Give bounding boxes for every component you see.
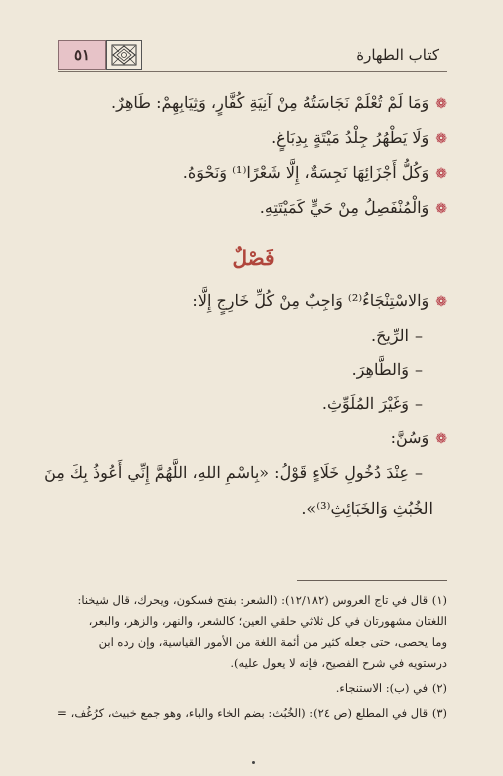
star-bullet-icon: ❁ [435, 166, 447, 182]
page-number: ٥١ [58, 40, 106, 70]
star-bullet-icon: ❁ [435, 131, 447, 147]
exception-item [60, 325, 447, 347]
ruling-text: وَمَا لَمْ تُعْلَمْ نَجَاسَتُهُ مِنْ آنِيَةِ كُفَّارٍ، وَثِيَابِهِمْ: طَاهِرٌ. [111, 93, 430, 112]
ruling-text: وَكُلُّ أَجْزَائِهَا نَجِسَةٌ، إِلَّا شَعْرًا⁽¹⁾ وَنَحْوَهُ. [182, 163, 430, 182]
ruling-text: وَلَا يَطْهُرُ جِلْدُ مَيْتَةٍ بِدِبَاغٍ. [271, 128, 430, 147]
star-bullet-icon: ❁ [435, 294, 447, 310]
star-bullet-icon: ❁ [435, 201, 447, 217]
section-title: فَصْلٌ [232, 246, 275, 270]
ruling-line [60, 197, 447, 220]
dash-marker: – [415, 326, 423, 345]
continuation-mark: = [56, 706, 67, 720]
ruling-line [60, 92, 447, 115]
exception-item [60, 393, 447, 415]
page-header [58, 40, 447, 70]
footnote-1-continued: اللغتان مشهورتان في كل ثلاثي حلقي العين؛ كالشعر، والنهر، والزهر، والبعر، [88, 614, 447, 628]
ornament-icon [106, 40, 142, 70]
sunna-label: وَسُنَّ: [390, 428, 430, 447]
dash-marker: – [415, 360, 423, 379]
footnote-1: (١) قال في تاج العروس (١٢/١٨٢): (الشعر: بفتح فسكون، ويحرك، قال شيخنا: [77, 593, 447, 607]
exception-item [60, 359, 447, 381]
sunna-item [44, 462, 447, 484]
running-title: كتاب الطهارة [356, 46, 439, 64]
star-bullet-icon: ❁ [435, 96, 447, 112]
page-number-box [58, 40, 142, 70]
header-rule [58, 71, 447, 72]
ruling-line [60, 162, 447, 185]
istinja-text: وَالاسْتِنْجَاءُ⁽²⁾ وَاجِبٌ مِنْ كُلِّ خَارِجٍ إِلَّا: [192, 291, 430, 310]
footnote-2: (٢) في (ب): الاستنجاء. [335, 681, 447, 695]
sunna-heading [60, 427, 447, 450]
bottom-dot [252, 761, 255, 764]
footnotes [50, 590, 447, 728]
dash-marker: – [415, 463, 423, 482]
exception-text: وَالطَّاهِرَ. [351, 360, 409, 379]
sunna-item-continued [60, 498, 447, 520]
sunna-text-line2: الخُبُثِ وَالخَبَائِثِ⁽³⁾». [301, 499, 433, 518]
ruling-text: وَالْمُنْفَصِلُ مِنْ حَيٍّ كَمَيْتَتِهِ. [259, 198, 430, 217]
ruling-line [60, 127, 447, 150]
sunna-text-line1: عِنْدَ دُخُولِ خَلَاءٍ قَوْلُ: «بِاسْمِ اللهِ، اللَّهُمَّ إِنِّي أَعُوذُ بِكَ مِنَ [44, 463, 409, 482]
footnote-1-continued: وما يحصى، حتى جعله كثير من أئمة اللغة من الأمور القياسية، وإن رده ابن [98, 635, 447, 649]
dash-marker: – [415, 394, 423, 413]
istinja-intro [60, 290, 447, 313]
exception-text: الرِّيحَ. [370, 326, 409, 345]
footnote-1-continued: درستويه في شرح الفصيح، فإنه لا يعول عليه). [230, 656, 447, 670]
exception-text: وَغَيْرَ المُلَوِّثِ. [321, 394, 409, 413]
star-bullet-icon: ❁ [435, 431, 447, 447]
main-text [44, 92, 447, 532]
footnote-rule [297, 580, 447, 581]
footnote-3-text: (٣) قال في المطلع (ص ٢٤): (الخُبُث: بضم الخاء والباء، وهو جمع خبيث، كرُغُف، [70, 706, 447, 720]
footnote-3 [50, 703, 447, 724]
